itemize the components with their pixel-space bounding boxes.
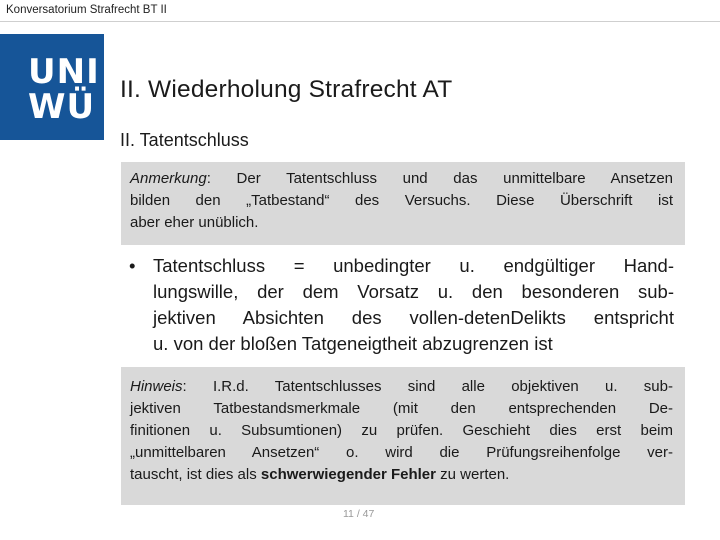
note-label: Anmerkung (130, 170, 207, 187)
bullet-line-3: jektiven Absichten des vollen-detenDelikts entspricht (153, 307, 674, 328)
slide-title: II. Wiederholung Strafrecht AT (120, 76, 453, 103)
bullet-line-2: lungswille, der dem Vorsatz u. den besonderen sub- (153, 281, 674, 302)
course-title: Konversatorium Strafrecht BT II (6, 4, 167, 16)
slide-subtitle: II. Tatentschluss (120, 130, 249, 150)
hint-label: Hinweis (130, 378, 183, 395)
header-divider (0, 21, 720, 22)
university-logo (0, 34, 104, 140)
hint-line-2: jektiven Tatbestandsmerkmale (mit den entsprechenden De- (130, 400, 673, 417)
bullet-marker: • (129, 255, 136, 276)
page-number: 11 / 47 (343, 508, 375, 520)
bullet-line-4: u. von der bloßen Tatgeneigtheit abzugrenzen ist (153, 333, 553, 354)
hint-line-4: „unmittelbaren Ansetzen“ o. wird die Prüfungsreihenfolge ver- (130, 444, 673, 461)
hint-line-1: Hinweis: I.R.d. Tatentschlusses sind alle objektiven u. sub- (130, 378, 673, 395)
note-line-2: bilden den „Tatbestand“ des Versuchs. Diese Überschrift ist (130, 192, 673, 209)
note-line-1: Anmerkung: Der Tatentschluss und das unmittelbare Ansetzen (130, 170, 673, 187)
bullet-line-1: Tatentschluss = unbedingter u. endgültiger Hand- (153, 255, 674, 276)
logo-text-line2: WÜ (28, 87, 96, 127)
hint-line-3: finitionen u. Subsumtionen) zu prüfen. Geschieht dies erst beim (130, 422, 673, 439)
hint-box (121, 367, 685, 505)
hint-emphasis: schwerwiegender Fehler (260, 466, 436, 483)
bullet-item (129, 253, 674, 357)
hint-line-5: tauscht, ist dies als schwerwiegender Fehler zu werten. (130, 466, 510, 483)
note-box (121, 162, 685, 245)
logo-text-line1: UNI (28, 52, 100, 92)
note-line-3: aber eher unüblich. (130, 214, 259, 231)
